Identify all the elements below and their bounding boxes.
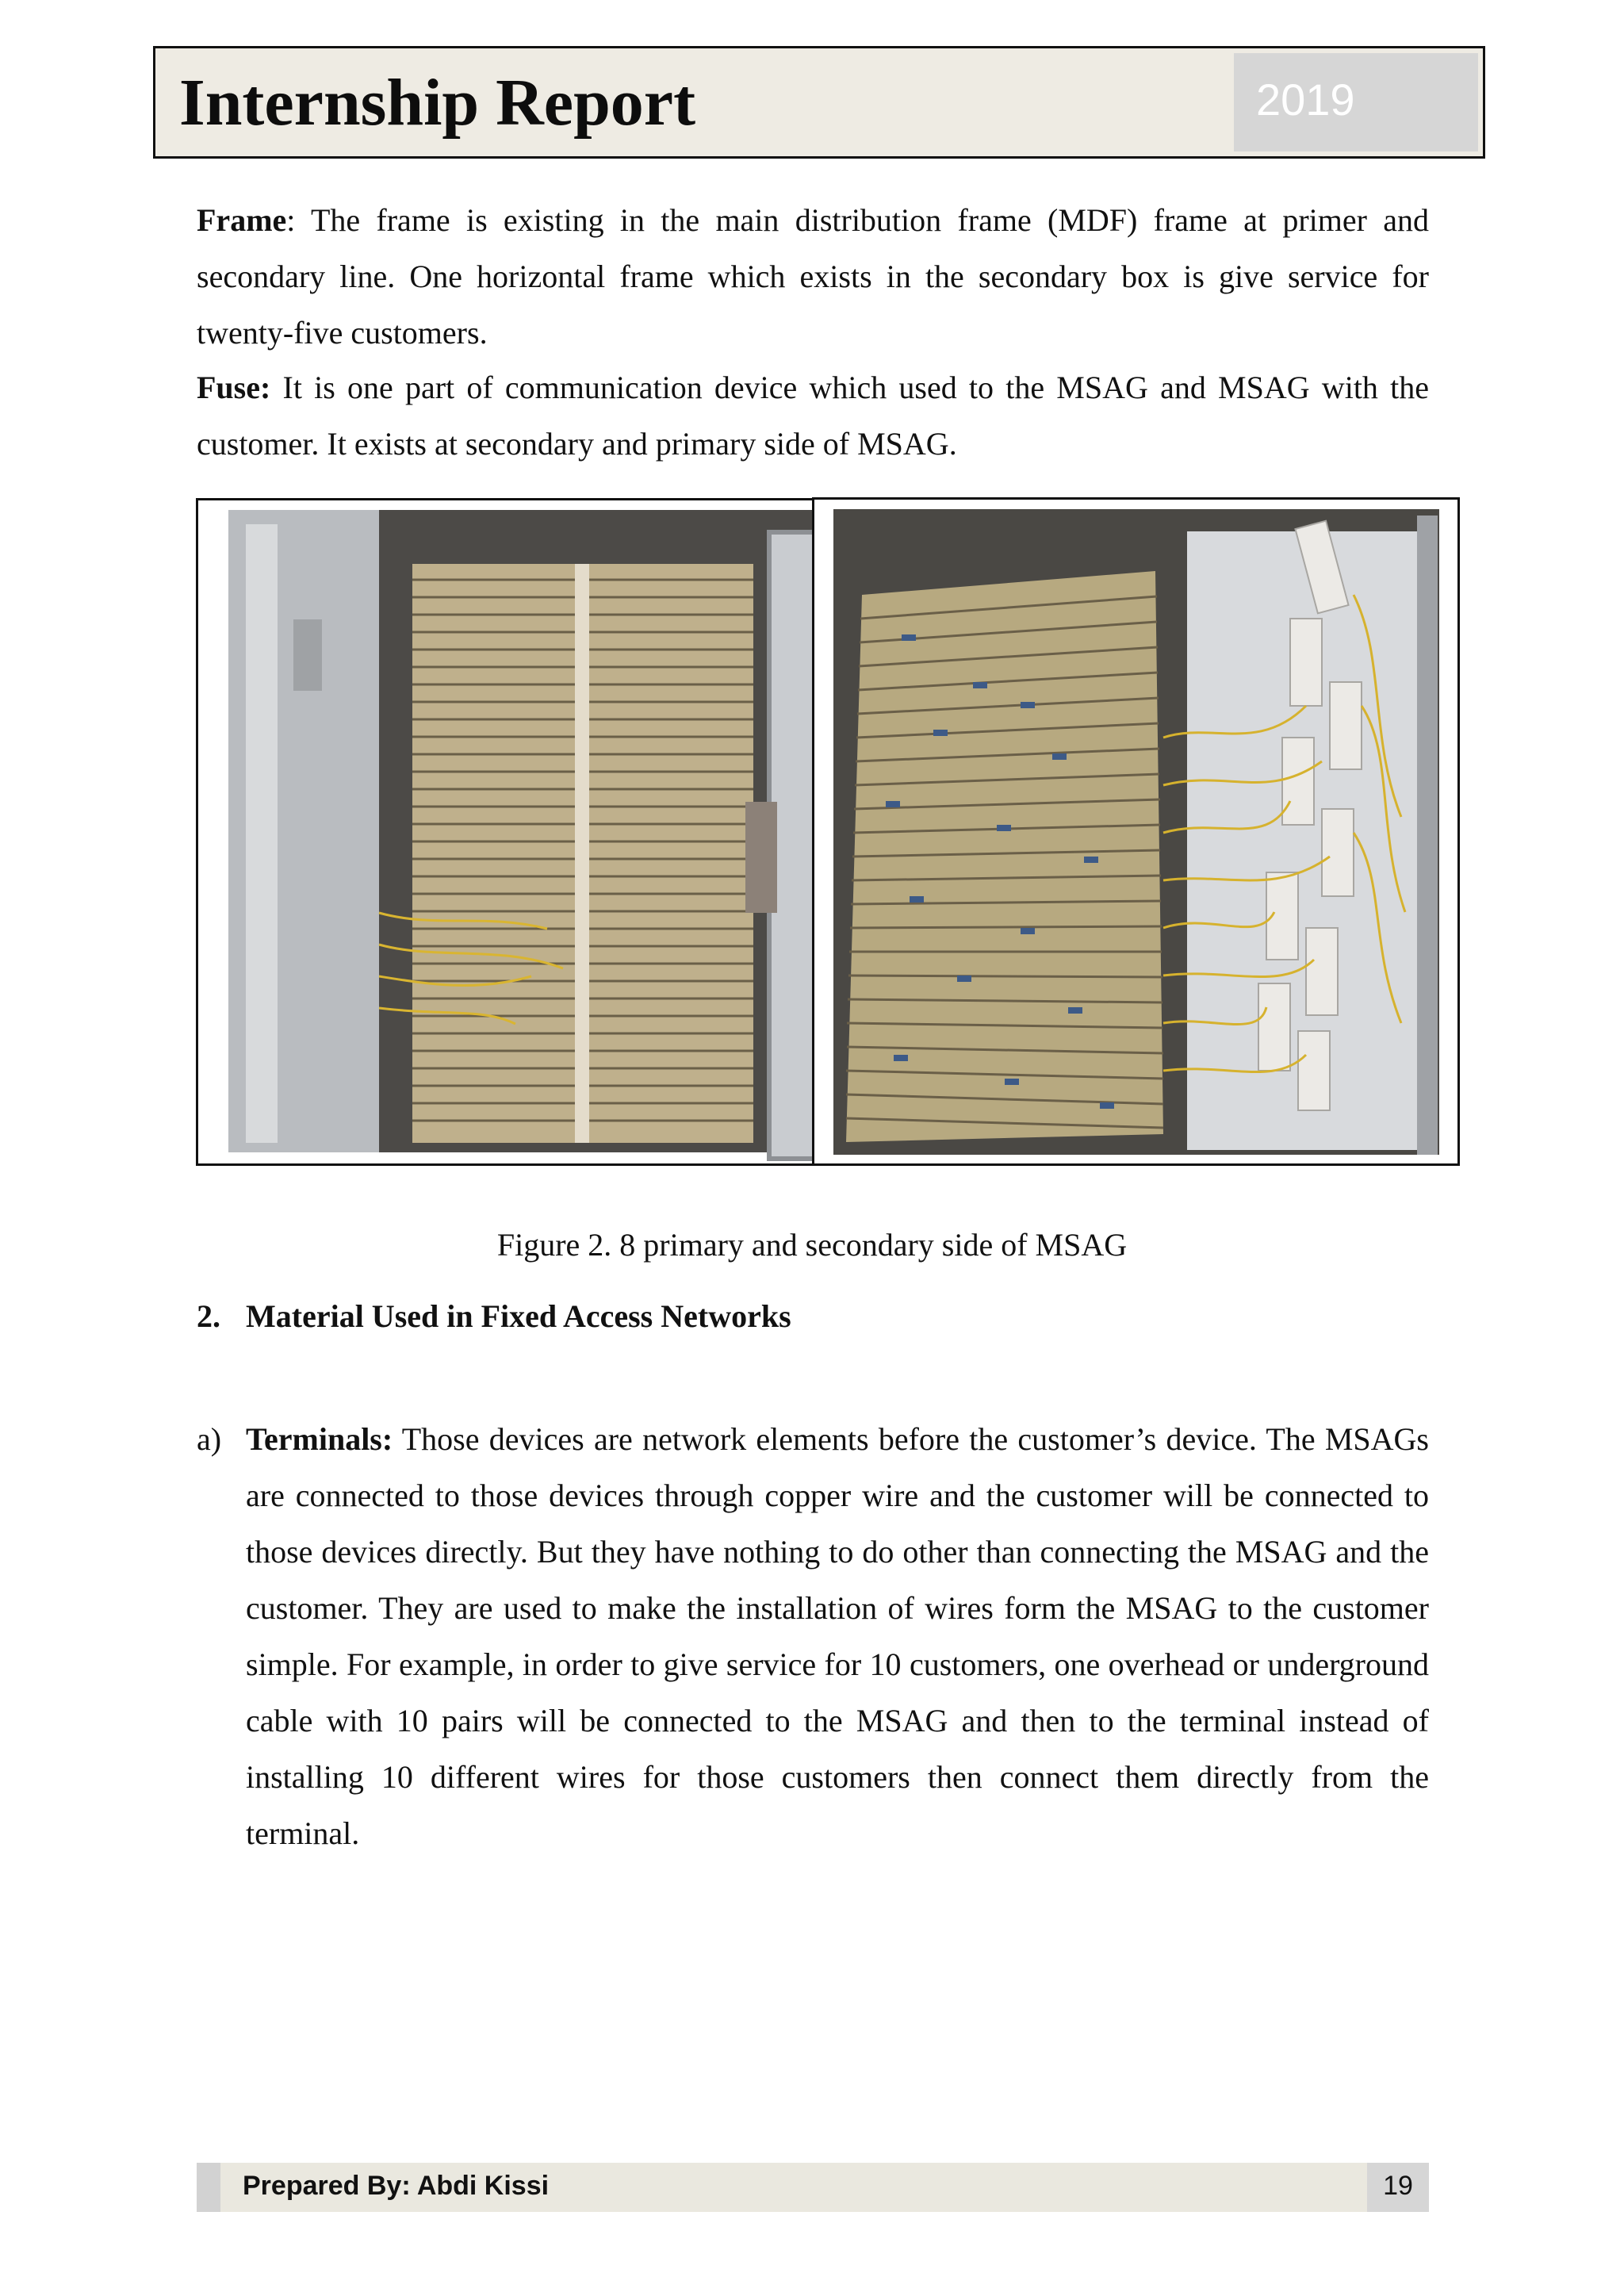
section-title: Material Used in Fixed Access Networks: [246, 1298, 791, 1334]
secondary-side-photo: [812, 497, 1460, 1166]
terminals-term: Terminals:: [246, 1421, 393, 1457]
report-year: 2019: [1256, 75, 1355, 125]
page-footer: [197, 2163, 1429, 2212]
page-header: [153, 46, 1485, 159]
fuse-term: Fuse:: [197, 370, 271, 405]
terminals-text: Those devices are network elements before the customer’s device. The MSAGs are connected to those devices through copper wire and the customer will be connected to those devices directly. But they have nothing to do other than connecting the MSAG and the customer. They are used to make the installation of wires form the MSAG to the customer simple. For example, in order to give service for 10 customers, one overhead or underground cable with 10 pairs will be connected to the MSAG and then to the terminal instead of installing 10 different wires for those customers then connect them directly from the terminal.: [246, 1421, 1429, 1851]
frame-term: Frame: [197, 202, 287, 238]
page-number-box: [1367, 2163, 1429, 2212]
footer-accent: [197, 2163, 220, 2212]
fuse-text: It is one part of communication device which used to the MSAG and MSAG with the customer. It exists at secondary and primary side of MSAG.: [197, 370, 1429, 462]
primary-side-photo: [196, 498, 864, 1166]
frame-text: : The frame is existing in the main distribution frame (MDF) frame at primer and secondary line. One horizontal frame which exists in the secondary box is give service for twenty-five customers.: [197, 202, 1429, 351]
list-marker: a): [197, 1421, 222, 1457]
fuse-paragraph: [197, 359, 1429, 472]
section-number: 2.: [197, 1298, 220, 1334]
terminals-paragraph: [246, 1411, 1429, 1861]
year-box: [1234, 53, 1478, 151]
prepared-by: Prepared By: Abdi Kissi: [243, 2171, 550, 2201]
frame-paragraph: [197, 192, 1429, 361]
page-number: 19: [1383, 2171, 1413, 2201]
section-heading: [197, 1293, 791, 1340]
figure-caption: Figure 2. 8 primary and secondary side of MSAG: [496, 1227, 1128, 1263]
report-title: Internship Report: [179, 66, 696, 140]
